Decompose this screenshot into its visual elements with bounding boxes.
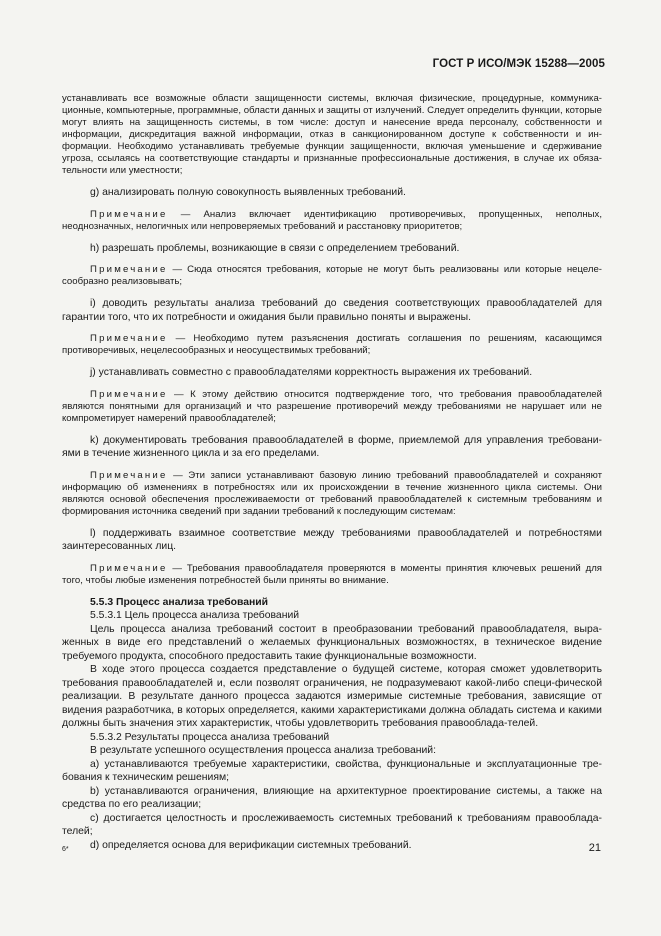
document-body <box>62 93 602 852</box>
outcome-item-b: b) устанавливаются ограничения, влияющие на архитектурное проектирование системы, а также на средства по его реализации; <box>62 785 602 810</box>
paragraph-process-description: В ходе этого процесса создается представление о будущей системе, которая сможет удовлетворить требования правообладателей и, если позволят ограничения, не подразумевают какой-либо специ-фической реализации. В результате данного процесса задаются измеримые системные требования, зависящие от видения разработчика, в которых определяется, какими характеристиками должна обладать система и какими должны быть значения этих характеристик, чтобы удовлетворить требования правооблада-телей. <box>62 664 602 729</box>
note-label: Примечание <box>90 333 168 344</box>
section-heading-5-5-3: 5.5.3 Процесс анализа требований <box>90 596 269 608</box>
list-item-j: j) устанавливать совместно с правообладателями корректность выражения их требований. <box>90 367 533 378</box>
note-k: Примечание — Эти записи устанавливают базовую линию требований правообладателей и сохраняют информацию об изменениях в потребностях или их происхождении в течение жизненного цикла системы. Они являются основой обеспечения прослеживаемости от требований правообладателей к системным требованиям и формирования источника сведений при задании требований к последующим системам: <box>62 469 602 517</box>
footer-sheet-mark: 6* <box>62 846 69 853</box>
note-label: Примечание <box>90 388 168 400</box>
list-item-h: h) разрешать проблемы, возникающие в связи с определением требований. <box>90 242 460 254</box>
outcome-item-a: а) устанавливаются требуемые характеристики, свойства, функциональные и эксплуатационные тре-бования к техническим решениям; <box>62 758 602 783</box>
note-label: Примечание <box>90 469 168 481</box>
page-number: 21 <box>588 842 601 854</box>
outcome-item-c: c) достигается целостность и прослеживаемость системных требований к требованиям правооблада-телей; <box>62 812 602 837</box>
note-j: Примечание — К этому действию относится подтверждение того, что требования правообладателей являются понятными для организаций и что разрешение противоречий между требованиями не нарушает или не компрометирует намерений правообладателей; <box>62 388 602 424</box>
list-item-i: i) доводить результаты анализа требований до сведения соответствующих правообладателей для гарантии того, что их потребности и ожидания были правильно поняты и выражены. <box>62 298 602 323</box>
outcome-item-d: d) определяется основа для верификации системных требований. <box>90 839 412 851</box>
note-l: Примечание — Требования правообладателя проверяются в моменты принятия ключевых решений для того, чтобы любые изменения потребностей были приняты во внимание. <box>62 562 602 586</box>
paragraph-outcomes-intro: В результате успешного осуществления процесса анализа требований: <box>90 745 436 756</box>
paragraph-security-areas: устанавливать все возможные области защищенности системы, включая физические, процедурные, коммуника-ционные, компьютерные, программные, области данных и защиты от излучений. Следует определить функции, которые могут влиять на защищенность системы, в том числе: доступ и нанесение вреда персоналу, собственности и информации, дискредитация важной информации, отказ в санкционированном доступе к собственности и ин-формации. Необходимо устанавливать требуемые функции защищенности, включая уменьшение и сдерживание угроза, ссылаясь на соответствующие стандарты и признанные профессиональные достижения, в случае их обяза-тельности или уместности; <box>62 93 602 176</box>
subsection-heading-5-5-3-2: 5.5.3.2 Результаты процесса анализа требований <box>90 731 330 743</box>
list-item-g: g) анализировать полную совокупность выявленных требований. <box>90 187 406 198</box>
note-h: Примечание — Сюда относятся требования, которые не могут быть реализованы или которые нецеле-сообразно реализовывать; <box>62 264 602 287</box>
note-g: Примечание — Анализ включает идентификацию противоречивых, пропущенных, неполных, неоднозначных, нелогичных или непроверяемых требований и расстановку приоритетов; <box>62 208 602 232</box>
standard-header: ГОСТ Р ИСО/МЭК 15288—2005 <box>432 58 605 70</box>
list-item-k: k) документировать требования правообладателей в форме, приемлемой для управления требовани-ями в течение жизненного цикла и за его пределами. <box>62 434 602 459</box>
paragraph-purpose: Цель процесса анализа требований состоит в преобразовании требований правообладателя, выра-женных в виде его представлений о желаемых функциональных возможностях, в техническое видение требуемого продукта, способного предоставить такие функциональные возможности. <box>62 623 602 662</box>
list-item-l: l) поддерживать взаимное соответствие между требованиями правообладателей и потребностями заинтересованных лиц. <box>62 527 602 552</box>
note-label: Примечание <box>90 264 168 275</box>
note-label: Примечание <box>90 562 168 574</box>
note-i: Примечание — Необходимо путем разъяснения достигать соглашения по решениям, касающимся противоречивых, нецелесообразных и неосуществимых требований; <box>62 333 602 356</box>
subsection-heading-5-5-3-1: 5.5.3.1 Цель процесса анализа требований <box>90 610 300 621</box>
note-label: Примечание <box>90 208 168 220</box>
